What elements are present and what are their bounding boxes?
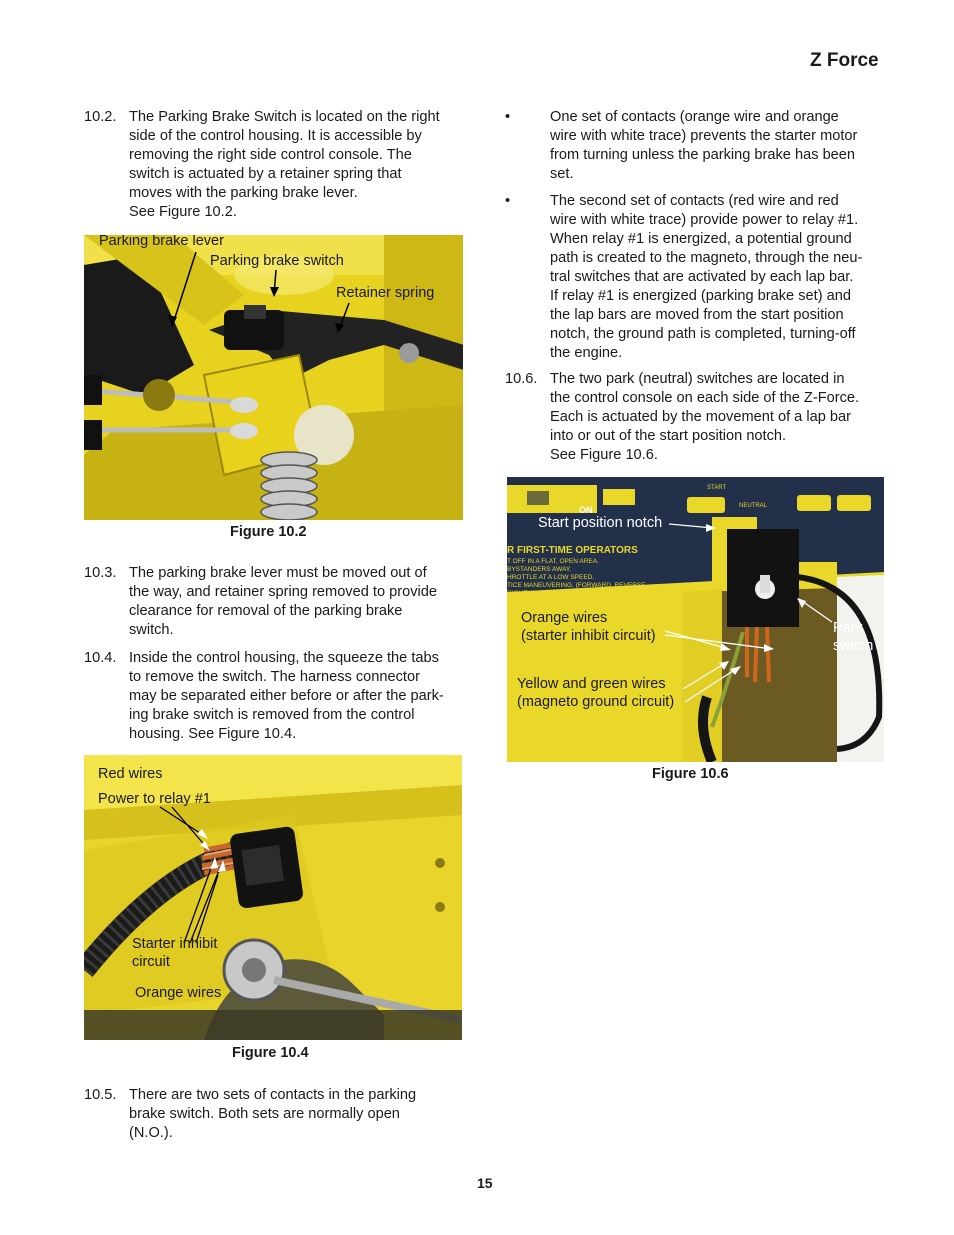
text-line: wire with white trace) provide power to relay #1. <box>550 212 859 228</box>
decal-line-1: R FIRST-TIME OPERATORS <box>507 545 638 556</box>
bullet-marker: • <box>505 193 511 209</box>
section-10-5 <box>84 1086 474 1145</box>
text-line: The two park (neutral) switches are located in <box>550 371 845 387</box>
text-line: There are two sets of contacts in the parking <box>129 1087 417 1103</box>
text-line: moves with the parking brake lever. <box>129 185 358 201</box>
text-line: One set of contacts (orange wire and orange <box>550 109 839 125</box>
text-line: to remove the switch. The harness connector <box>129 669 420 685</box>
label-starter-inhibit: Starter inhibit <box>132 936 218 952</box>
section-10-3 <box>84 564 474 642</box>
label-yellow-green-wires: Yellow and green wires <box>517 676 666 692</box>
label-circuit: circuit <box>132 954 170 970</box>
page-header-title: Z Force <box>810 50 879 71</box>
text-line: path is created to the magneto, through the neu- <box>550 250 863 266</box>
figure-10-6-caption: Figure 10.6 <box>652 766 729 782</box>
decal-line-4: HROTTLE AT A LOW SPEED. <box>507 574 595 581</box>
section-10-2 <box>84 108 474 224</box>
section-number: 10.6. <box>505 371 538 387</box>
decal-line-2: T OFF IN A FLAT, OPEN AREA. <box>507 558 599 565</box>
decal-start: START <box>707 485 727 491</box>
text-line: brake switch. Both sets are normally open <box>129 1106 400 1122</box>
label-magneto-ground-circuit: (magneto ground circuit) <box>517 694 675 710</box>
label-orange-wires: Orange wires <box>521 610 608 626</box>
section-number: 10.2. <box>84 109 117 125</box>
label-switch: switch <box>833 638 874 654</box>
text-line: If relay #1 is energized (parking brake set) and <box>550 288 851 304</box>
decal-line-6: RIGHT) WITHOUT DECK ENGAGED. <box>507 590 618 597</box>
text-line: the way, and retainer spring removed to provide <box>129 584 437 600</box>
text-line: may be separated either before or after the park- <box>129 688 444 704</box>
page-number: 15 <box>477 1175 493 1191</box>
figure-10-2-caption: Figure 10.2 <box>230 524 307 540</box>
text-line: into or out of the start position notch. <box>550 428 787 444</box>
text-line: Inside the control housing, the squeeze the tabs <box>129 650 439 666</box>
text-line: switch. <box>129 622 174 638</box>
label-parking-brake-lever: Parking brake lever <box>99 235 224 249</box>
label-red-wires: Red wires <box>98 766 163 782</box>
section-number: 10.4. <box>84 650 117 666</box>
text-line: (N.O.). <box>129 1125 173 1141</box>
text-line: The Parking Brake Switch is located on the right <box>129 109 440 125</box>
text-line: wire with white trace) prevents the starter motor <box>550 128 858 144</box>
bullet-marker: • <box>505 109 511 125</box>
label-retainer-spring: Retainer spring <box>336 285 435 301</box>
figure-10-4-photo <box>84 755 462 1040</box>
text-line: The parking brake lever must be moved out of <box>129 565 427 581</box>
text-line: tral switches that are activated by each lap bar. <box>550 269 854 285</box>
figure-10-2-photo <box>84 235 463 520</box>
text-line: The second set of contacts (red wire and red <box>550 193 839 209</box>
section-number: 10.3. <box>84 565 117 581</box>
text-line: side of the control housing. It is accessible by <box>129 128 422 144</box>
label-power-to-relay: Power to relay #1 <box>98 791 211 807</box>
text-line: ing brake switch is removed from the control <box>129 707 415 723</box>
text-line: removing the right side control console. The <box>129 147 412 163</box>
text-line: the lap bars are moved from the start position <box>550 307 844 323</box>
text-line: switch is actuated by a retainer spring that <box>129 166 402 182</box>
text-line: from turning unless the parking brake has been <box>550 147 856 163</box>
figure-10-6-photo <box>507 477 884 762</box>
figure-10-4-caption: Figure 10.4 <box>232 1045 309 1061</box>
decal-neutral: NEUTRAL <box>739 503 768 509</box>
bullet-contacts-orange <box>505 108 895 186</box>
text-line: notch, the ground path is completed, turning-off <box>550 326 856 342</box>
section-10-6 <box>505 370 895 467</box>
bullet-contacts-red <box>505 192 895 364</box>
label-orange-wires: Orange wires <box>135 985 222 1001</box>
label-park: Park <box>833 620 863 636</box>
text-line: set. <box>550 166 574 182</box>
text-line: clearance for removal of the parking brake <box>129 603 403 619</box>
text-line: Each is actuated by the movement of a lap bar <box>550 409 851 425</box>
text-line: the engine. <box>550 345 623 361</box>
text-line: See Figure 10.2. <box>129 204 237 220</box>
label-start-position-notch: Start position notch <box>538 515 663 531</box>
section-number: 10.5. <box>84 1087 117 1103</box>
text-line: the control console on each side of the Z-Force. <box>550 390 860 406</box>
text-line: See Figure 10.6. <box>550 447 658 463</box>
decal-line-5: TICE MANEUVERING. (FORWARD, REVERSE, <box>507 582 648 589</box>
decal-line-3: BYSTANDERS AWAY. <box>507 566 572 573</box>
decal-on: ON <box>579 505 593 515</box>
text-line: When relay #1 is energized, a potential ground <box>550 231 852 247</box>
text-line: housing. See Figure 10.4. <box>129 726 297 742</box>
label-starter-inhibit-circuit: (starter inhibit circuit) <box>521 628 656 644</box>
section-10-4 <box>84 649 474 746</box>
label-parking-brake-switch: Parking brake switch <box>210 253 344 269</box>
